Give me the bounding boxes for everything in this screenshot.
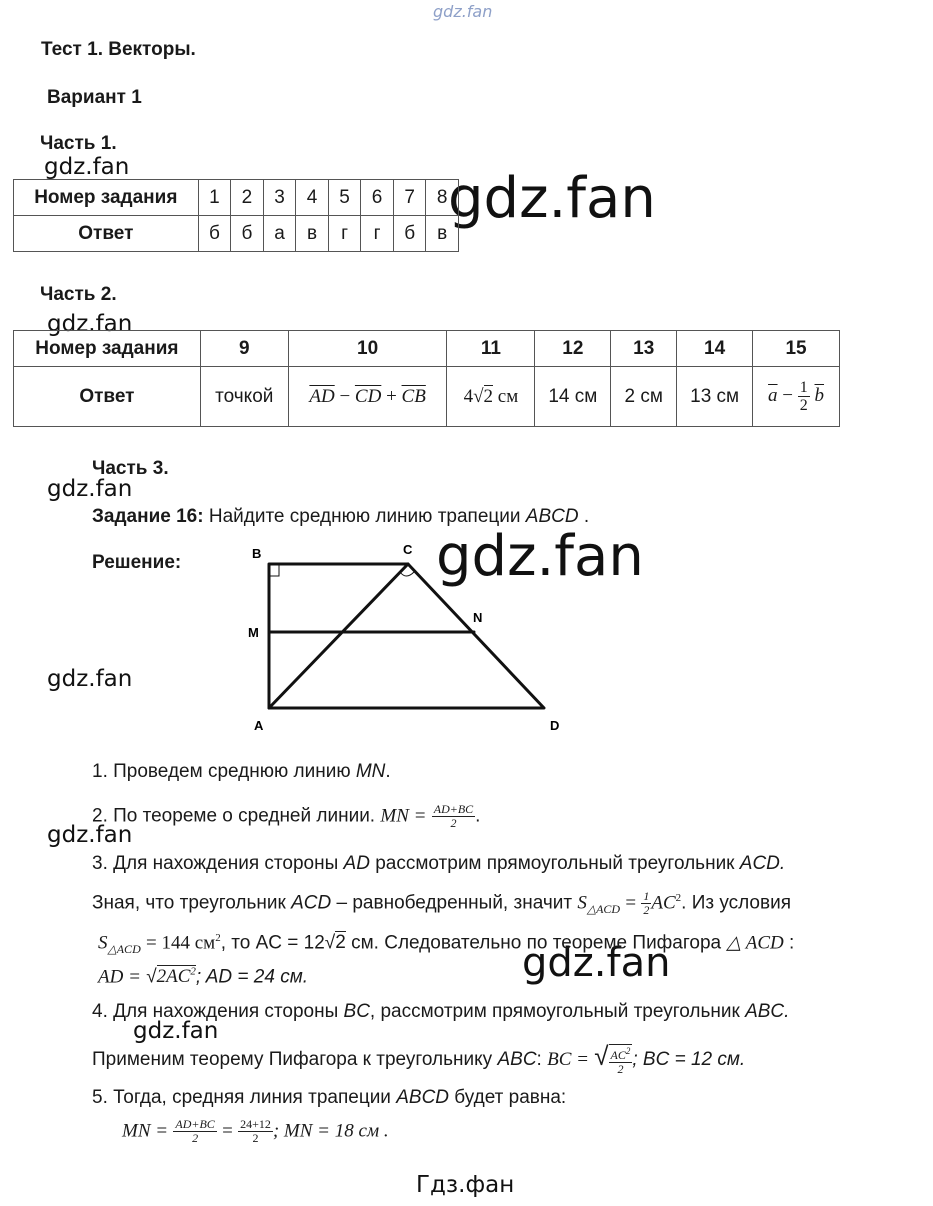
answer-cell: б xyxy=(393,216,426,252)
label-a: A xyxy=(254,718,264,733)
vector-cb: $\overline{CB}$ xyxy=(401,385,426,407)
step-math: ACD. xyxy=(739,853,786,874)
table-header-cell: Номер задания xyxy=(14,331,201,367)
answer-cell: г xyxy=(328,216,361,252)
denominator: 2 xyxy=(799,397,808,414)
trapezoid xyxy=(269,564,544,708)
denominator: 2 xyxy=(643,902,650,917)
task-number: 5 xyxy=(328,180,361,216)
task-number: 7 xyxy=(393,180,426,216)
step-1 xyxy=(92,760,391,784)
fraction xyxy=(641,890,651,917)
label-n: N xyxy=(473,610,483,625)
step-text: 1. Проведем среднюю линию xyxy=(92,761,351,782)
answer-cell xyxy=(447,367,535,427)
answer-cell: б xyxy=(231,216,264,252)
fraction xyxy=(798,379,810,414)
superscript: 2 xyxy=(190,966,196,978)
step-5 xyxy=(92,1086,566,1110)
step-text: . xyxy=(475,805,481,827)
step-math: MN = xyxy=(380,805,427,827)
coefficient: 4 xyxy=(463,385,474,407)
answer-cell: точкой xyxy=(200,367,288,427)
task-number: 14 xyxy=(677,331,753,367)
subscript: △ACD xyxy=(107,942,141,957)
step-math: ; BC = 12 см. xyxy=(632,1049,746,1071)
denominator: 2 xyxy=(192,1131,199,1145)
fraction xyxy=(609,1044,633,1076)
fraction xyxy=(173,1118,216,1145)
vector-cd: $\overline{CD}$ xyxy=(354,385,382,407)
task-number: 12 xyxy=(535,331,611,367)
part1-label: Часть 1. xyxy=(40,133,117,154)
task-text: Найдите среднюю линию трапеции xyxy=(208,506,521,527)
step-math: AC xyxy=(255,932,282,954)
part2-table xyxy=(13,330,840,427)
step-text: 2. По теореме о средней линии. xyxy=(92,805,376,827)
watermark: gdz.fan xyxy=(133,1018,219,1044)
task-figure: ABCD xyxy=(525,506,579,527)
step-text: 3. Для нахождения стороны xyxy=(92,853,339,874)
answer-cell: 13 см xyxy=(677,367,753,427)
fraction xyxy=(432,803,475,830)
watermark: gdz.fan xyxy=(47,822,133,848)
watermark-big: gdz.fan xyxy=(522,940,671,986)
step-math: ABCD xyxy=(396,1087,450,1108)
task-number: 10 xyxy=(288,331,447,367)
step-text: – равнобедренный, значит xyxy=(336,892,573,914)
superscript: 2 xyxy=(675,892,682,904)
step-text: 5. Тогда, средняя линия трапеции xyxy=(92,1087,391,1108)
step-math: = xyxy=(222,1120,233,1142)
step-2 xyxy=(92,803,480,830)
task-number: 4 xyxy=(296,180,329,216)
step-3-line-3 xyxy=(98,926,794,961)
watermark: gdz.fan xyxy=(47,311,133,337)
task16 xyxy=(92,505,589,529)
step-math: ABC. xyxy=(745,1001,790,1022)
fraction xyxy=(238,1118,273,1145)
table-header-cell: Ответ xyxy=(14,367,201,427)
trapezoid-figure xyxy=(240,540,570,740)
step-text: 4. Для нахождения стороны xyxy=(92,1001,339,1022)
task-number: 2 xyxy=(231,180,264,216)
step-5-line-2 xyxy=(122,1118,389,1145)
part3-label: Часть 3. xyxy=(92,458,169,479)
step-math: ABC xyxy=(497,1049,537,1071)
numerator: 1 xyxy=(643,888,650,903)
answer-cell: б xyxy=(198,216,231,252)
answer-cell: в xyxy=(296,216,329,252)
step-math: ACD xyxy=(291,892,332,914)
numerator: AD+BC xyxy=(433,802,474,816)
unit: см xyxy=(497,385,519,407)
table-header-cell: Ответ xyxy=(14,216,199,252)
denominator: 2 xyxy=(252,1131,259,1145)
sqrt-icon: √ xyxy=(594,1041,609,1072)
answer-cell xyxy=(288,367,447,427)
vector-b: $\overline{b}$ xyxy=(814,384,825,406)
test-title: Тест 1. Векторы. xyxy=(41,39,196,60)
answer-cell: 14 см xyxy=(535,367,611,427)
operator: − xyxy=(339,385,351,407)
task-label: Задание 16: xyxy=(92,506,204,527)
sqrt-icon: √ xyxy=(146,966,157,988)
step-math: △ ACD xyxy=(726,932,784,954)
vector-a: $\overline{a}$ xyxy=(768,384,778,406)
watermark-big: gdz.fan xyxy=(448,166,656,231)
step-text: будет равна: xyxy=(454,1087,567,1108)
subscript: △ACD xyxy=(586,902,621,917)
radicand: $2AC^2$ xyxy=(156,966,196,988)
step-math: ; AD = 24 см. xyxy=(195,966,309,988)
part2-label: Часть 2. xyxy=(40,284,117,305)
step-math: = xyxy=(625,892,637,914)
label-b: B xyxy=(252,546,262,561)
answer-cell: в xyxy=(426,216,459,252)
numerator: 24+12 xyxy=(240,1117,271,1131)
step-math: AD = xyxy=(98,966,141,988)
step-text: Применим теорему Пифагора к треугольнику xyxy=(92,1049,493,1071)
step-math: AC xyxy=(651,892,676,914)
radicand: 2 xyxy=(335,932,346,954)
step-text: . xyxy=(385,761,391,782)
watermark-top: gdz.fan xyxy=(433,2,493,21)
label-m: M xyxy=(248,625,259,640)
angle-mark xyxy=(400,572,414,576)
label-c: C xyxy=(403,542,413,557)
step-math: MN xyxy=(355,761,386,782)
watermark: gdz.fan xyxy=(47,666,133,692)
footer-watermark: Гдз.фан xyxy=(416,1172,515,1198)
step-text: рассмотрим прямоугольный треугольник xyxy=(375,853,735,874)
sqrt-icon: √ xyxy=(324,932,336,954)
solution-label: Решение: xyxy=(92,552,182,573)
denominator: 2 xyxy=(450,816,457,830)
step-text: : xyxy=(536,1049,542,1071)
step-math: BC xyxy=(343,1001,370,1022)
step-math: S xyxy=(98,932,108,954)
step-math: = 144 см xyxy=(146,932,216,954)
answer-cell xyxy=(753,367,840,427)
task-number: 6 xyxy=(361,180,394,216)
step-math: MN = xyxy=(122,1120,169,1142)
step-3-line-2 xyxy=(92,886,791,921)
task-number: 1 xyxy=(198,180,231,216)
numerator: 1 xyxy=(799,379,808,396)
answer-cell: а xyxy=(263,216,296,252)
step-math: BC = xyxy=(547,1049,589,1071)
step-4-line-2 xyxy=(92,1041,746,1076)
task-number: 9 xyxy=(200,331,288,367)
step-math: ; MN = 18 см . xyxy=(272,1120,389,1142)
sqrt-icon: √ xyxy=(473,385,484,407)
step-math: AD xyxy=(343,853,370,874)
denominator: 2 xyxy=(617,1062,624,1076)
operator: − xyxy=(782,384,794,406)
step-text: , рассмотрим прямоугольный треугольник xyxy=(369,1001,740,1022)
watermark: gdz.fan xyxy=(44,154,130,180)
radicand: 2 xyxy=(483,385,494,407)
task-number: 15 xyxy=(753,331,840,367)
operator: + xyxy=(386,385,397,407)
diagonal-ac xyxy=(269,564,408,708)
superscript: 2 xyxy=(215,932,221,944)
table-header-cell: Номер задания xyxy=(14,180,199,216)
variant-title: Вариант 1 xyxy=(47,87,142,108)
watermark: gdz.fan xyxy=(47,476,133,502)
step-text: : xyxy=(789,932,795,954)
task-number: 13 xyxy=(611,331,677,367)
step-text: . Из условия xyxy=(681,892,791,914)
step-text: , то xyxy=(220,932,251,954)
task-number: 3 xyxy=(263,180,296,216)
step-4 xyxy=(92,1000,789,1024)
step-3-line-4 xyxy=(98,960,308,989)
numerator: AD+BC xyxy=(175,1117,215,1131)
task-end: . xyxy=(583,506,590,527)
label-d: D xyxy=(550,718,560,733)
step-math: S xyxy=(577,892,587,914)
part1-table xyxy=(13,179,459,252)
step-3 xyxy=(92,852,785,876)
numerator: $AC^2$ xyxy=(610,1046,631,1062)
vector-ad: $\overline{AD}$ xyxy=(309,385,335,407)
answer-cell: г xyxy=(361,216,394,252)
step-text: см. xyxy=(351,932,379,954)
watermark-big: gdz.fan xyxy=(436,524,644,589)
step-text: Зная, что треугольник xyxy=(92,892,286,914)
step-math: = 12 xyxy=(287,932,325,954)
step-text: Следовательно по теореме Пифагора xyxy=(384,932,722,954)
answer-cell: 2 см xyxy=(611,367,677,427)
task-number: 11 xyxy=(447,331,535,367)
task-number: 8 xyxy=(426,180,459,216)
